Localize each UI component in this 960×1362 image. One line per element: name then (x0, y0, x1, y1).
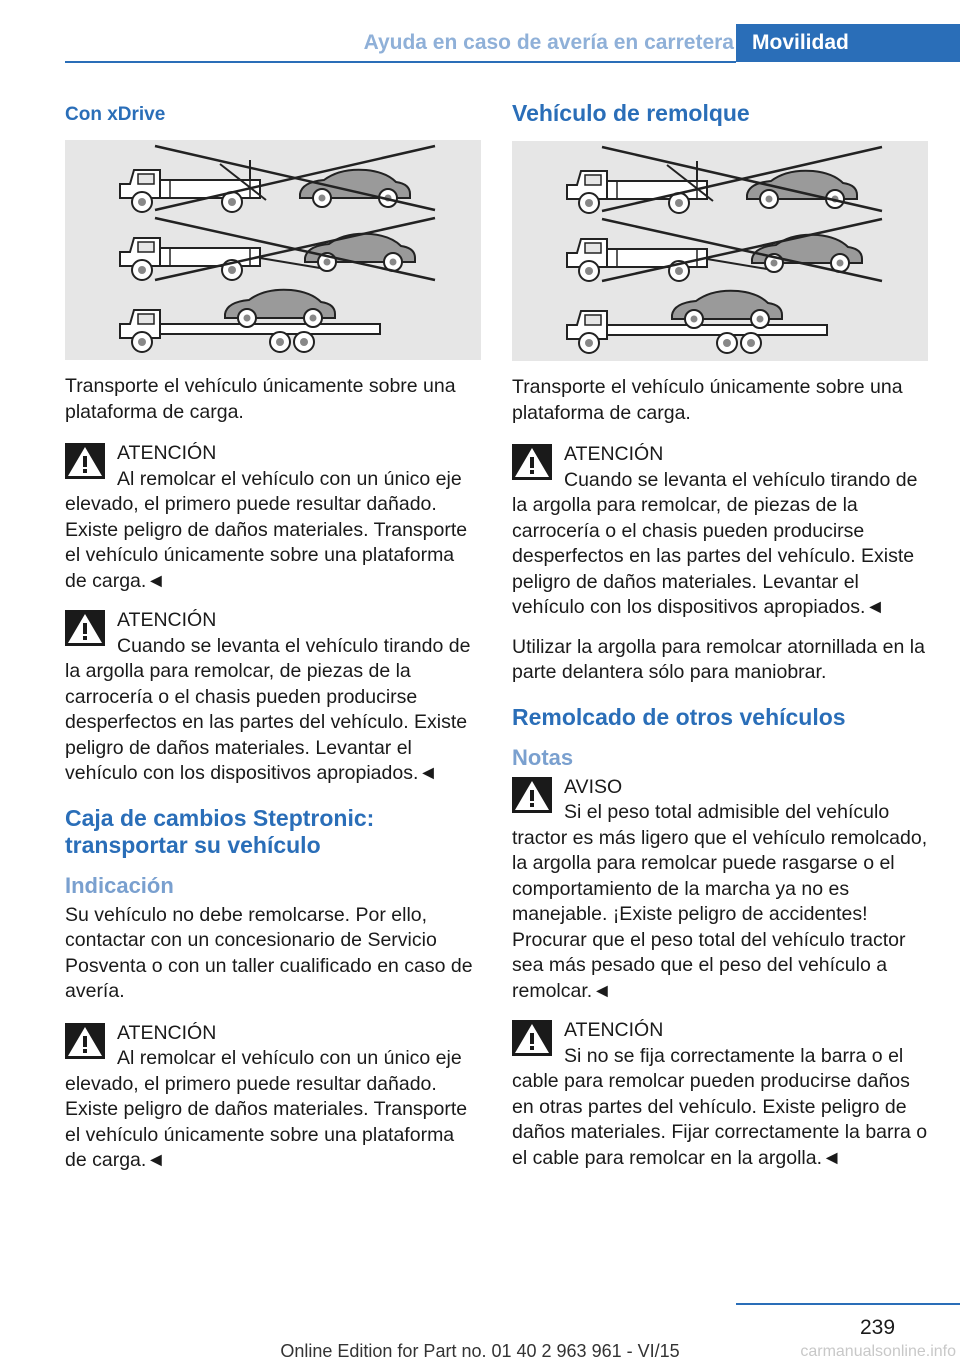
warning-block (65, 441, 481, 594)
watermark: carmanualsonline.info (800, 1343, 956, 1360)
warning-title: ATENCIÓN (117, 609, 217, 631)
right-column (512, 100, 928, 1185)
page-header (0, 0, 960, 62)
heading-steptronic: Caja de cambios Steptronic: transportar su vehículo (65, 804, 375, 858)
towing-diagram-illustration (512, 141, 928, 361)
warning-title: ATENCIÓN (564, 1019, 664, 1041)
warning-block (512, 1018, 928, 1171)
heading-notas: Notas (512, 744, 574, 770)
heading-indicacion: Indicación (65, 872, 174, 898)
warning-title: ATENCIÓN (117, 1021, 217, 1044)
warning-text: Al remolcar el vehículo con un único eje elevado, el primero puede resultar dañado. Existe peligro de daños materiales. Transporte el vehículo únicamente sobre una plataforma de carga.◄ (65, 467, 468, 592)
header-rule (65, 61, 736, 63)
warning-triangle-icon (65, 1023, 105, 1059)
warning-triangle-icon (65, 610, 105, 646)
warning-text: Al remolcar el vehículo con un único eje elevado, el primero puede resultar dañado. Existe peligro de daños materiales. Transporte el vehículo únicamente sobre una plataforma de carga.◄ (65, 1047, 468, 1171)
warning-block (512, 775, 928, 1005)
warning-title: ATENCIÓN (564, 443, 664, 465)
heading-con-xdrive: Con xDrive (65, 104, 166, 125)
header-section-title: Ayuda en caso de avería en carretera (363, 31, 734, 54)
warning-text: Cuando se levanta el vehículo tirando de la argolla para remolcar, de piezas de la carrocería o el chasis pueden producirse desperfectos en las partes del vehículo. Existe peligro de daños materiales. Levantar el vehículo con los dispositivos apropiados.◄ (512, 468, 918, 618)
warning-block (65, 1021, 481, 1174)
warning-text: Si el peso total admisible del vehículo tractor es más ligero que el vehículo remolcado, la argolla para remolcar puede rasgarse o el comportamiento de la marcha ya no es manejable. ¡Existe peligro de accidentes! Procurar que el peso total del vehículo tractor sea más pesado que el peso del vehículo a remolcar.◄ (512, 801, 928, 1002)
paragraph-transport: Transporte el vehículo únicamente sobre una plataforma de carga. (512, 376, 903, 424)
warning-title: ATENCIÓN (117, 442, 217, 464)
left-column (65, 100, 481, 1188)
warning-title: AVISO (564, 775, 623, 798)
edition-line: Online Edition for Part no. 01 40 2 963 961 - VI/15 (280, 1341, 680, 1361)
page-number: 239 (860, 1316, 896, 1339)
footer-rule (736, 1303, 960, 1305)
warning-triangle-icon (512, 1020, 552, 1056)
warning-block (512, 442, 928, 621)
heading-vehiculo-remolque: Vehículo de remolque (512, 100, 750, 126)
header-chapter-tab: Movilidad (736, 24, 960, 62)
paragraph-argolla: Utilizar la argolla para remolcar atornillada en la parte delantera sólo para maniobrar. (512, 635, 925, 683)
warning-block (65, 608, 481, 787)
warning-text: Si no se fija correctamente la barra o el cable para remolcar pueden producirse daños en otras partes del vehículo. Existe peligro de daños materiales. Fijar correctamente la barra o el cable para remolcar en la argolla.◄ (512, 1044, 928, 1169)
warning-triangle-icon (512, 777, 552, 813)
paragraph-transport: Transporte el vehículo únicamente sobre una plataforma de carga. (65, 375, 456, 423)
warning-text: Cuando se levanta el vehículo tirando de la argolla para remolcar, de piezas de la carrocería o el chasis pueden producirse desperfectos en las partes del vehículo. Existe peligro de daños materiales. Levantar el vehículo con los dispositivos apropiados.◄ (65, 634, 471, 784)
warning-triangle-icon (65, 443, 105, 479)
paragraph-indicacion: Su vehículo no debe remolcarse. Por ello, contactar con un concesionario de Servicio Posventa o con un taller cualificado en caso de avería. (65, 903, 473, 1002)
heading-remolcado-otros: Remolcado de otros vehículos (512, 703, 846, 730)
towing-diagram-illustration (65, 140, 481, 360)
warning-triangle-icon (512, 444, 552, 480)
